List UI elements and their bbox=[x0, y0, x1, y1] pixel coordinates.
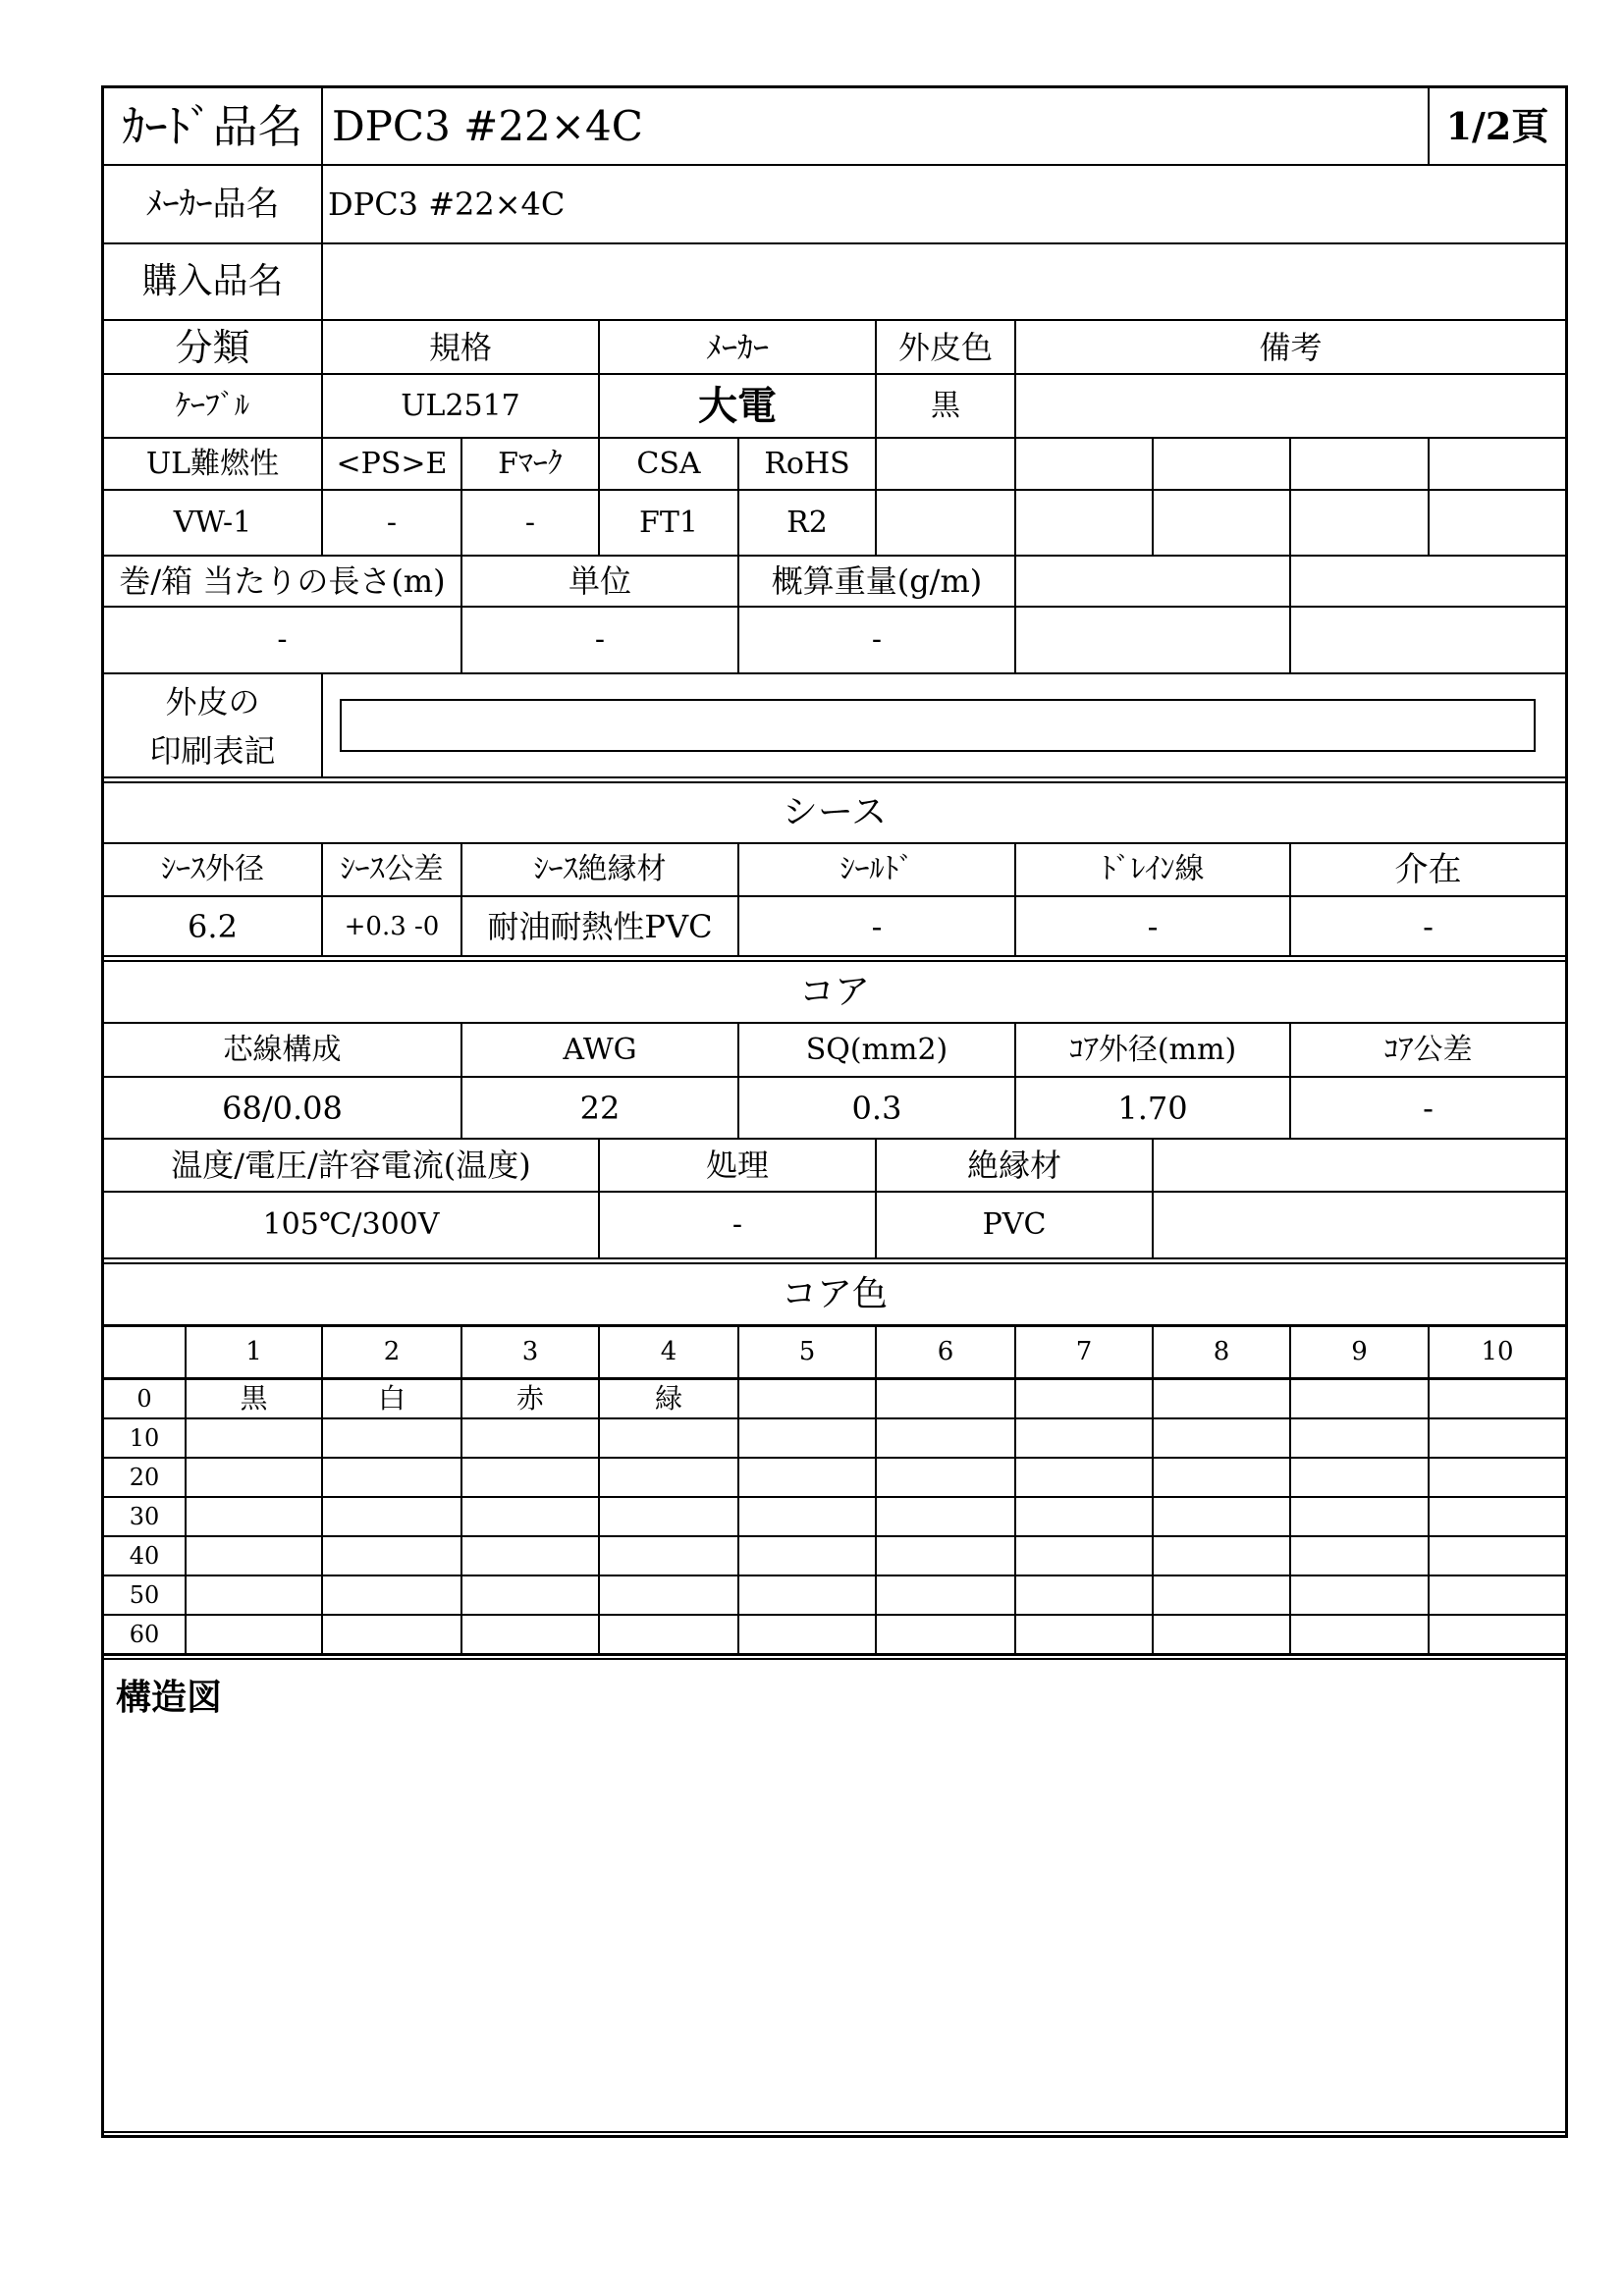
core-color-cell bbox=[738, 1378, 876, 1418]
core-od-value: 1.70 bbox=[1117, 1089, 1188, 1127]
purchase-name-value bbox=[328, 243, 1566, 320]
core-color-cell bbox=[738, 1418, 876, 1458]
core-color-column: 5 bbox=[798, 1337, 816, 1366]
blank-value bbox=[1015, 607, 1290, 673]
core-color-column: 10 bbox=[1481, 1337, 1514, 1366]
class-value: ｹｰﾌﾞﾙ bbox=[176, 388, 249, 423]
core-color-cell bbox=[186, 1536, 322, 1575]
standard-header bbox=[876, 438, 1015, 490]
h-rule bbox=[103, 2131, 1566, 2133]
shield-value: - bbox=[871, 907, 883, 945]
core-color-cell bbox=[1290, 1458, 1429, 1497]
core-color-column: 8 bbox=[1213, 1337, 1230, 1366]
core-color-cell bbox=[599, 1458, 738, 1497]
sheath-od-header: ｼｰｽ外径 bbox=[161, 852, 264, 886]
core-color-cell bbox=[1153, 1458, 1290, 1497]
core-color-cell bbox=[322, 1458, 461, 1497]
core-tolerance-value: - bbox=[1423, 1089, 1434, 1127]
core-color-column: 7 bbox=[1075, 1337, 1093, 1366]
core-color-cell bbox=[599, 1575, 738, 1615]
core-color-cell bbox=[876, 1615, 1015, 1654]
standard-header bbox=[1290, 438, 1429, 490]
core-color-cell bbox=[599, 1615, 738, 1654]
core-color-row-label: 10 bbox=[129, 1424, 160, 1452]
standard-value: - bbox=[386, 505, 398, 540]
core-color-cell bbox=[322, 1575, 461, 1615]
standard-header: RoHS bbox=[764, 446, 850, 481]
core-color-cell bbox=[1015, 1615, 1153, 1654]
insulation-value: PVC bbox=[982, 1207, 1047, 1242]
length-per-reel-value: - bbox=[277, 622, 288, 657]
core-color-cell bbox=[186, 1615, 322, 1654]
core-color-cell bbox=[1015, 1575, 1153, 1615]
core-color-row-label: 50 bbox=[129, 1581, 160, 1609]
core-color-cell bbox=[738, 1458, 876, 1497]
treatment-header: 処理 bbox=[705, 1147, 769, 1184]
core-color-cell bbox=[876, 1497, 1015, 1536]
standard-value: VW-1 bbox=[173, 505, 252, 540]
core-color-cell bbox=[1429, 1497, 1566, 1536]
core-color-cell bbox=[1290, 1497, 1429, 1536]
core-color-cell bbox=[1153, 1418, 1290, 1458]
standard-value bbox=[1015, 490, 1153, 556]
conductor-header: 芯線構成 bbox=[223, 1032, 342, 1067]
core-color-cell bbox=[876, 1575, 1015, 1615]
core-color-cell bbox=[322, 1497, 461, 1536]
core-color-cell bbox=[322, 1615, 461, 1654]
standard-header: 規格 bbox=[428, 328, 492, 366]
core-color-cell: 黒 bbox=[240, 1381, 268, 1415]
core-color-cell bbox=[1015, 1497, 1153, 1536]
standard-header: UL難燃性 bbox=[145, 446, 280, 481]
core-color-cell bbox=[1429, 1575, 1566, 1615]
core-color-cell bbox=[1429, 1458, 1566, 1497]
core-color-cell bbox=[322, 1536, 461, 1575]
core-color-row-label: 60 bbox=[129, 1621, 160, 1648]
jacket-color-header: 外皮色 bbox=[897, 328, 993, 366]
print-mark-field bbox=[340, 699, 1536, 752]
maker-value: 大電 bbox=[698, 383, 777, 429]
sheath-tolerance-value: +0.3 -0 bbox=[344, 911, 440, 941]
core-color-column: 2 bbox=[383, 1337, 401, 1366]
core-color-cell bbox=[738, 1615, 876, 1654]
core-color-cell bbox=[1015, 1536, 1153, 1575]
core-color-column: 1 bbox=[245, 1337, 262, 1366]
core-color-column: 4 bbox=[660, 1337, 677, 1366]
core-color-cell bbox=[1015, 1458, 1153, 1497]
core-color-column: 9 bbox=[1351, 1337, 1368, 1366]
core-color-cell bbox=[1153, 1615, 1290, 1654]
approx-weight-value: - bbox=[871, 622, 883, 657]
remarks-value bbox=[1015, 374, 1566, 438]
core-color-cell bbox=[1290, 1418, 1429, 1458]
sheath-insulation-value: 耐油耐熱性PVC bbox=[487, 907, 713, 945]
treatment-value: - bbox=[731, 1207, 743, 1242]
standard-value: FT1 bbox=[639, 505, 698, 540]
filler-value: - bbox=[1423, 907, 1434, 945]
card-name-value: DPC3 #22×4C bbox=[332, 101, 643, 150]
blank-header bbox=[1153, 1139, 1566, 1192]
maker-name-label: ﾒｰｶｰ品名 bbox=[145, 185, 280, 224]
core-od-header: ｺｱ外径(mm) bbox=[1068, 1032, 1237, 1067]
card-name-label: ｶｰﾄﾞ品名 bbox=[122, 99, 303, 153]
core-color-cell bbox=[461, 1497, 599, 1536]
standard-header: <PS>E bbox=[336, 446, 448, 481]
core-color-cell bbox=[1429, 1378, 1566, 1418]
core-color-cell bbox=[322, 1418, 461, 1458]
standard-value: - bbox=[524, 505, 536, 540]
standard-value bbox=[876, 490, 1015, 556]
standard-value bbox=[1153, 490, 1290, 556]
conductor-value: 68/0.08 bbox=[222, 1089, 343, 1127]
core-color-cell bbox=[461, 1536, 599, 1575]
core-color-cell bbox=[1153, 1497, 1290, 1536]
rating-value: 105℃/300V bbox=[262, 1207, 440, 1242]
maker-header: ﾒｰｶｰ bbox=[705, 328, 769, 366]
standard-header: CSA bbox=[636, 446, 701, 481]
drain-wire-header: ﾄﾞﾚｲﾝ線 bbox=[1101, 852, 1205, 886]
page-number: 1/2頁 bbox=[1445, 103, 1549, 148]
standard-value: R2 bbox=[786, 505, 828, 540]
core-color-cell bbox=[1153, 1575, 1290, 1615]
remarks-header: 備考 bbox=[1259, 328, 1323, 366]
blank-header bbox=[1015, 556, 1290, 607]
jacket-color-value: 黒 bbox=[931, 388, 960, 423]
core-color-cell bbox=[876, 1418, 1015, 1458]
core-color-cell bbox=[186, 1575, 322, 1615]
core-color-row-label: 40 bbox=[129, 1542, 160, 1570]
core-color-cell bbox=[599, 1536, 738, 1575]
core-color-cell bbox=[1429, 1536, 1566, 1575]
core-color-cell bbox=[186, 1418, 322, 1458]
core-color-cell bbox=[1153, 1378, 1290, 1418]
core-color-cell bbox=[1015, 1378, 1153, 1418]
core-color-cell bbox=[1429, 1418, 1566, 1458]
core-color-cell bbox=[876, 1378, 1015, 1418]
core-color-cell bbox=[876, 1458, 1015, 1497]
core-color-cell bbox=[738, 1536, 876, 1575]
core-color-cell bbox=[599, 1418, 738, 1458]
core-color-cell bbox=[1153, 1536, 1290, 1575]
sheath-insulation-header: ｼｰｽ絶縁材 bbox=[533, 852, 667, 886]
standard-header: Fﾏｰｸ bbox=[498, 446, 563, 481]
core-color-row-label: 30 bbox=[129, 1503, 160, 1530]
sheath-od-value: 6.2 bbox=[188, 907, 238, 945]
sq-header: SQ(mm2) bbox=[805, 1032, 948, 1067]
core-color-cell bbox=[1015, 1418, 1153, 1458]
print-mark-label-1: 外皮の bbox=[165, 683, 260, 721]
core-color-cell bbox=[461, 1458, 599, 1497]
core-color-cell bbox=[461, 1575, 599, 1615]
insulation-header: 絶縁材 bbox=[966, 1147, 1061, 1184]
core-color-column: 3 bbox=[521, 1337, 539, 1366]
standard-header bbox=[1153, 438, 1290, 490]
h-rule bbox=[103, 1658, 1566, 1660]
core-color-cell bbox=[1290, 1536, 1429, 1575]
core-color-cell: 白 bbox=[377, 1381, 406, 1415]
standard-value bbox=[1290, 490, 1429, 556]
blank-value bbox=[1290, 607, 1566, 673]
core-color-cell bbox=[1290, 1575, 1429, 1615]
length-per-reel-header: 巻/箱 当たりの長さ(m) bbox=[119, 562, 446, 600]
core-color-title: コア色 bbox=[781, 1273, 888, 1314]
core-color-cell bbox=[1290, 1615, 1429, 1654]
core-color-cell bbox=[738, 1497, 876, 1536]
core-color-cell bbox=[461, 1418, 599, 1458]
core-tolerance-header: ｺｱ公差 bbox=[1383, 1032, 1473, 1067]
core-color-cell bbox=[1429, 1615, 1566, 1654]
unit-value: - bbox=[594, 622, 606, 657]
unit-header: 単位 bbox=[568, 562, 631, 600]
sq-value: 0.3 bbox=[851, 1089, 902, 1127]
standard-header bbox=[1015, 438, 1153, 490]
maker-name-value: DPC3 #22×4C bbox=[328, 186, 566, 223]
core-color-row-label: 20 bbox=[129, 1464, 160, 1491]
core-title: コア bbox=[798, 971, 870, 1012]
class-header: 分類 bbox=[175, 325, 250, 369]
core-color-cell: 緑 bbox=[654, 1381, 682, 1415]
filler-header: 介在 bbox=[1394, 850, 1462, 889]
drain-wire-value: - bbox=[1147, 907, 1159, 945]
awg-header: AWG bbox=[563, 1032, 637, 1067]
core-color-column: 6 bbox=[937, 1337, 954, 1366]
shield-header: ｼｰﾙﾄﾞ bbox=[839, 852, 914, 886]
core-color-cell bbox=[186, 1458, 322, 1497]
core-color-cell bbox=[461, 1615, 599, 1654]
purchase-name-label: 購入品名 bbox=[141, 261, 284, 301]
core-color-cell bbox=[738, 1575, 876, 1615]
core-color-row-label: 0 bbox=[136, 1384, 152, 1413]
core-color-cell bbox=[876, 1536, 1015, 1575]
core-color-cell bbox=[186, 1497, 322, 1536]
blank-header bbox=[1290, 556, 1566, 607]
sheath-title: シース bbox=[782, 792, 888, 832]
approx-weight-header: 概算重量(g/m) bbox=[771, 562, 983, 600]
standard-value: UL2517 bbox=[401, 388, 520, 423]
rating-header: 温度/電圧/許容電流(温度) bbox=[171, 1147, 531, 1184]
core-color-cell bbox=[1290, 1378, 1429, 1418]
awg-value: 22 bbox=[579, 1089, 621, 1127]
blank-value bbox=[1153, 1192, 1566, 1258]
sheath-tolerance-header: ｼｰｽ公差 bbox=[340, 852, 444, 886]
core-color-cell: 赤 bbox=[515, 1381, 544, 1415]
core-color-cell bbox=[599, 1497, 738, 1536]
print-mark-label-2: 印刷表記 bbox=[149, 732, 276, 770]
structure-diagram-label: 構造図 bbox=[116, 1678, 223, 1718]
